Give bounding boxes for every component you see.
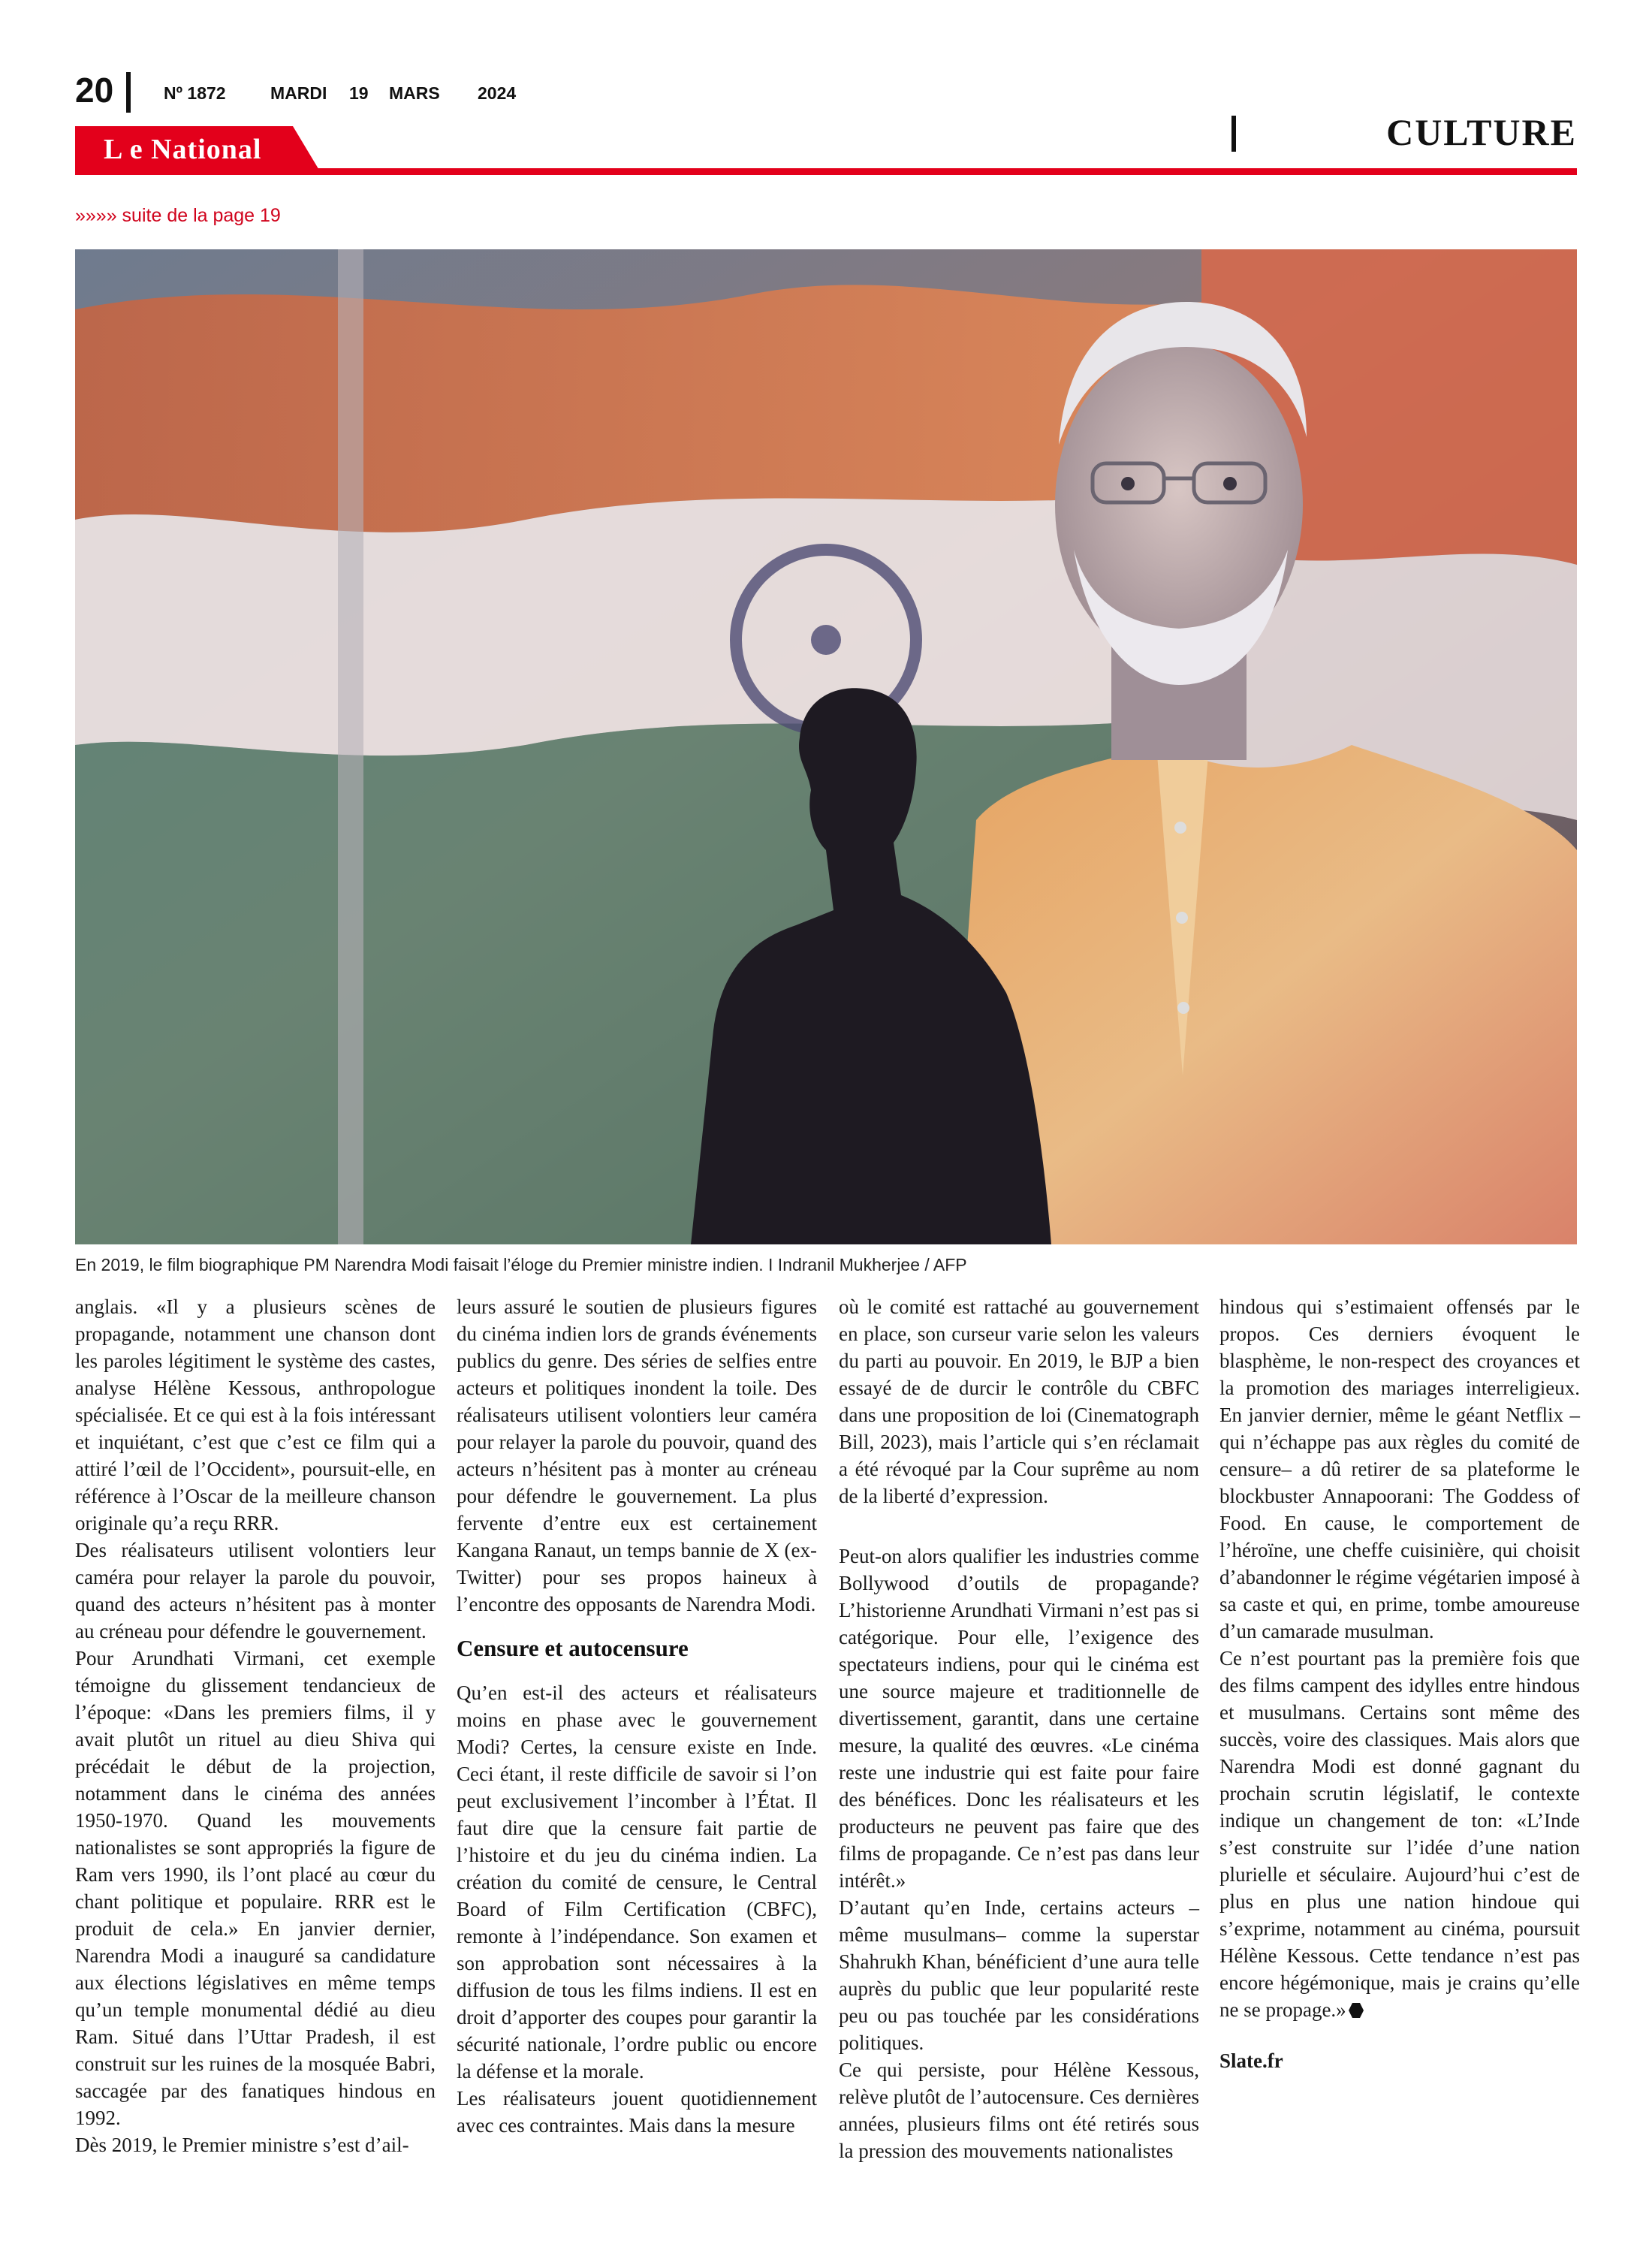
section-title: CULTURE	[1386, 111, 1577, 153]
paragraph: anglais. «Il y a plusieurs scènes de propagande, notamment une chanson dont les paroles légitiment le système des castes, analyse Hélène Kessous, anthropologue spécialisée. Et ce qui est à la fois intéressant et inquiétant, c’est que c’est ce film qui a attiré l’œil de l’Occident», poursuit-elle, en référence à l’Oscar de la meilleure chanson originale qu’a reçu RRR.	[75, 1295, 436, 1534]
issue-day: MARDI	[270, 83, 327, 103]
paragraph: Pour Arundhati Virmani, cet exemple témoigne du glissement tendancieux de l’époque: «Dans les premiers films, il y avait plutôt un rituel au dieu Shiva qui précédait le début de la projection, notamment dans le cinéma des années 1950-1970. Quand les mouvements nationalistes se sont appropriés la figure de Ram vers 1990, ils l’ont placé au cœur du chant politique et populaire. RRR est le produit de cela.» En janvier dernier, Narendra Modi a inauguré sa candidature aux élections législatives en même temps qu’un temple monumental dédié au dieu Ram. Situé dans l’Uttar Pradesh, il est construit sur les ruines de la mosquée Babri, saccagée par des fanatiques hindous en 1992.	[75, 1647, 436, 2129]
article-source: Slate.fr	[1219, 2049, 1283, 2072]
paragraph: leurs assuré le soutien de plusieurs figures du cinéma indien lors de grands événements publics du genre. Des séries de selfies entre acteurs et politiques inondent la toile. Des réalisateurs utilisent volontiers leur caméra pour relayer la parole du pouvoir, quand des acteurs n’hésitent pas à monter au créneau pour défendre le gouvernement. La plus fervente d’entre eux est certainement Kangana Ranaut, un temps bannie de X (ex-Twitter) pour ses propos haineux à l’encontre des opposants de Narendra Modi.	[457, 1295, 817, 1615]
paragraph: Dès 2019, le Premier ministre s’est d’ail-	[75, 2134, 409, 2156]
paragraph: où le comité est rattaché au gouvernement en place, son curseur varie selon les valeurs du parti au pouvoir. En 2019, le BJP a bien essayé de de durcir le contrôle du CBFC dans une proposition de loi (Cinematograph Bill, 2023), mais l’article qui s’en réclamait a été révoqué par la Cour suprême au nom de la liberté d’expression.	[839, 1295, 1199, 1507]
photo-illustration	[75, 249, 1577, 1244]
issue-number: Nº 1872	[164, 83, 226, 103]
paragraph: Peut-on alors qualifier les industries comme Bollywood d’outils de propagande? L’historienne Arundhati Virmani n’est pas si catégorique. Pour elle, l’exigence des spectateurs indiens, pour qui le cinéma est une source majeure et traditionnelle de divertissement, garantit, dans une certaine mesure, la qualité des œuvres. «Le cinéma reste une industrie qui est faite pour faire des bénéfices. Donc les réalisateurs et les producteurs ne peuvent pas faire que des films de propagande. Ce n’est pas dans leur intérêt.»	[839, 1545, 1199, 1892]
article-column-3	[839, 1293, 1199, 2164]
issue-year: 2024	[478, 83, 517, 103]
continuation-link[interactable]: »»»» suite de la page 19	[75, 205, 281, 226]
paragraph: Les réalisateurs jouent quotidiennement avec ces contraintes. Mais dans la mesure	[457, 2087, 817, 2137]
brand-banner	[75, 126, 320, 171]
header-rule	[75, 168, 1577, 175]
paragraph: D’autant qu’en Inde, certains acteurs –même musulmans– comme la superstar Shahrukh Khan, bénéficient d’une aura telle auprès du public que leur popularité reste peu ou pas touchée par les considérations politiques.	[839, 1896, 1199, 2054]
paragraph: Ce qui persiste, pour Hélène Kessous, relève plutôt de l’autocensure. Ces dernières années, plusieurs films ont été retirés sous la pression des mouvements nationalistes	[839, 2058, 1199, 2162]
paragraph: Des réalisateurs utilisent volontiers leur caméra pour relayer la parole du pouvoir, quand des acteurs n’hésitent pas à monter au créneau pour défendre le gouvernement.	[75, 1539, 436, 1642]
article-photo	[75, 249, 1577, 1244]
issue-month: MARS	[389, 83, 440, 103]
article-column-4	[1219, 1293, 1580, 2074]
subheading: Censure et autocensure	[457, 1635, 689, 1661]
article-column-1	[75, 1293, 436, 2158]
paragraph	[1219, 1645, 1580, 2023]
paragraph-text: Ce n’est pourtant pas la première fois que des films campent des idylles entre hindous et musulmans. Certains sont même des succès, voire des classiques. Mais alors que Narendra Modi est donné gagnant du prochain scrutin législatif, le contexte indique un changement de ton: «L’Inde s’est construite sur l’idée d’une nation plurielle et séculaire. Aujourd’hui c’est de plus en plus une nation hindoue qui s’exprime, notamment au cinéma, poursuit Hélène Kessous. Cette tendance n’est pas encore hégémonique, mais je crains qu’elle ne se propage.»	[1219, 1647, 1580, 2021]
photo-caption: En 2019, le film biographique PM Narendra Modi faisait l’éloge du Premier ministre indien. I Indranil Mukherjee / AFP	[75, 1255, 967, 1274]
page-number: 20	[75, 71, 114, 110]
end-of-article-icon	[1348, 2002, 1364, 2019]
page-number-divider	[126, 72, 131, 113]
article-column-2	[457, 1293, 817, 2139]
brand-name: L e National	[104, 134, 262, 165]
section-divider	[1231, 116, 1236, 152]
issue-date: 19	[349, 83, 369, 103]
paragraph: Qu’en est-il des acteurs et réalisateurs moins en phase avec le gouvernement Modi? Certes, la censure existe en Inde. Ceci étant, il reste difficile de savoir si l’on peut exclusivement l’incomber à l’État. Il faut dire que la censure fait partie de l’histoire et du jeu du cinéma indien. La création du comité de censure, le Central Board of Film Certification (CBFC), remonte à l’indépendance. Son examen et son approbation sont nécessaires à la diffusion de tous les films indiens. Il est en droit d’apporter des coupes pour garantir la sécurité nationale, l’ordre public ou encore la défense et la morale.	[457, 1681, 817, 2083]
paragraph: hindous qui s’estimaient offensés par le propos. Ces derniers évoquent le blasphème, le non-respect des croyances et la promotion des mariages interreligieux. En janvier dernier, même le géant Netflix –qui n’échappe pas aux règles du comité de censure– a dû retirer de sa plateforme le blockbuster Annapoorani: The Goddess of Food. En cause, le comportement de l’héroïne, une cheffe cuisinière, qui choisit d’abandonner le régime végétarien imposé à sa caste et qui, en prime, tombe amoureuse d’un camarade musulman.	[1219, 1295, 1580, 1642]
